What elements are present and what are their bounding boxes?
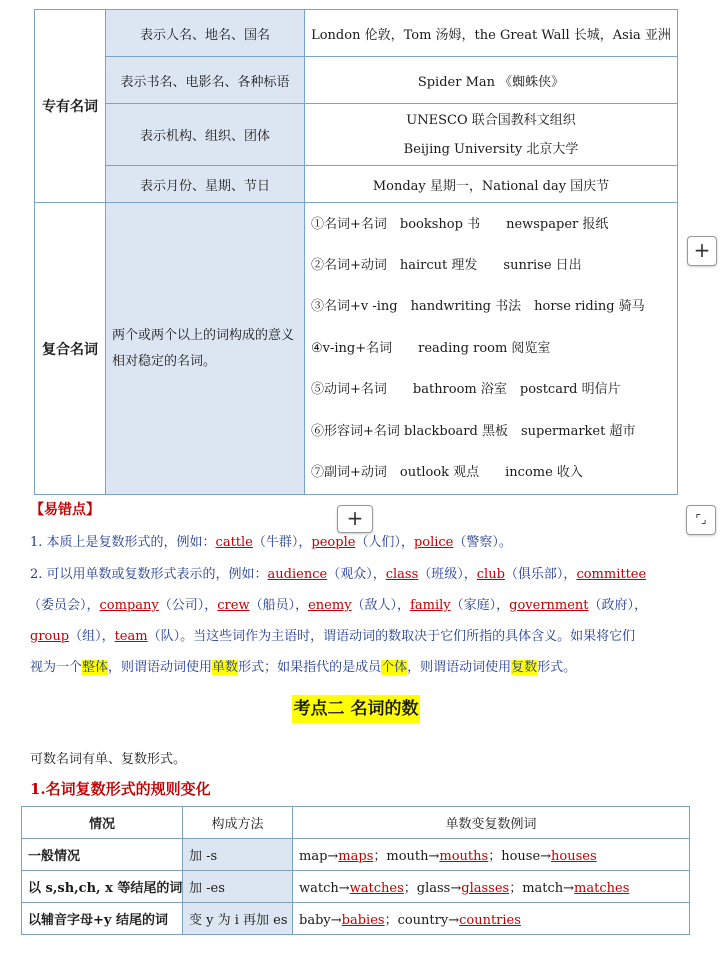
text: ；house→ <box>488 849 552 864</box>
header-method: 构成方法 <box>183 807 293 839</box>
text: 视为一个 <box>30 660 83 675</box>
highlight-plural: 复数 <box>511 660 538 675</box>
example-cell: London 伦敦，Tom 汤姆，the Great Wall 长城，Asia 亚洲 <box>305 10 678 57</box>
plural-word: countries <box>459 913 521 928</box>
text: 形式。 <box>537 660 577 675</box>
mistake-line-1 <box>30 527 512 558</box>
text: 1. 本质上是复数形式的，例如： <box>30 535 216 550</box>
plural-word: glasses <box>461 881 510 896</box>
highlight-individual: 个体 <box>381 660 408 675</box>
compound-item: ④v-ing+名词 reading room 阅览室 <box>311 340 551 356</box>
compound-item: ②名词+动词 haircut 理发 sunrise 日出 <box>311 258 582 274</box>
subsection-title: 1.名词复数形式的规则变化 <box>30 780 211 798</box>
text: （队）。当这些词作为主语时，谓语动词的数取决于它们所指的具体含义。如果将它们 <box>147 629 636 644</box>
compound-noun-label: 复合名词 <box>35 203 106 495</box>
compound-list <box>305 203 678 495</box>
word-team: team <box>114 629 148 644</box>
word-family: family <box>410 598 451 613</box>
text: ；glass→ <box>403 881 462 896</box>
plus-icon: + <box>693 238 711 262</box>
compound-item: ①名词+名词 bookshop 书 newspaper 报纸 <box>311 216 609 232</box>
word-people: people <box>311 535 356 550</box>
text: （公司）， <box>158 598 218 613</box>
header-case: 情况 <box>22 807 183 839</box>
word-enemy: enemy <box>308 598 352 613</box>
word-government: government <box>509 598 589 613</box>
plural-word: maps <box>338 849 374 864</box>
section-intro: 可数名词有单、复数形式。 <box>30 752 187 767</box>
word-cattle: cattle <box>215 535 253 550</box>
compound-item: ⑥形容词+名词 blackboard 黑板 supermarket 超市 <box>311 423 636 439</box>
usage-cell: 表示机构、组织、团体 <box>106 104 305 166</box>
example-cell: Spider Man 《蜘蛛侠》 <box>305 57 678 104</box>
text: ；mouth→ <box>373 849 440 864</box>
text: ，则谓语动词使用 <box>108 660 213 675</box>
plural-word: watches <box>349 881 404 896</box>
usage-cell: 表示月份、星期、节日 <box>106 166 305 203</box>
word-company: company <box>99 598 159 613</box>
word-audience: audience <box>267 567 328 582</box>
text: （船员）， <box>249 598 309 613</box>
plus-icon: + <box>346 506 364 530</box>
table-resize-button[interactable] <box>686 505 716 535</box>
text: （政府）， <box>588 598 648 613</box>
compound-item: ⑦副词+动词 outlook 观点 income 收入 <box>311 464 583 480</box>
text: 形式；如果指代的是成员 <box>238 660 382 675</box>
example-line: UNESCO 联合国教科文组织 <box>406 112 576 128</box>
section-title: 考点二 名词的数 <box>292 695 421 723</box>
highlight-singular: 单数 <box>212 660 239 675</box>
text: （牛群）， <box>252 535 312 550</box>
word-class: class <box>385 567 419 582</box>
examples-cell <box>293 903 690 935</box>
text: baby→ <box>299 913 342 928</box>
text: （俱乐部）， <box>504 567 577 582</box>
resize-icon: ⌜⌟ <box>695 512 707 526</box>
word-group: group <box>30 629 70 644</box>
noun-types-table <box>34 9 678 495</box>
example-cell: Monday 星期一，National day 国庆节 <box>305 166 678 203</box>
proper-noun-label: 专有名词 <box>35 10 106 203</box>
plural-word: babies <box>341 913 385 928</box>
mistake-line-5 <box>30 652 576 683</box>
compound-item: ③名词+v -ing handwriting 书法 horse riding 骑马 <box>311 299 645 315</box>
text: （委员会）， <box>28 598 100 613</box>
examples-cell <box>293 871 690 903</box>
method-cell: 变 y 为 i 再加 es <box>183 903 293 935</box>
text: （人们）， <box>355 535 414 550</box>
example-line: Beijing University 北京大学 <box>403 141 579 157</box>
text: watch→ <box>299 881 350 896</box>
text: （家庭）， <box>450 598 510 613</box>
case-cell: 一般情况 <box>22 839 183 871</box>
header-examples: 单数变复数例词 <box>293 807 690 839</box>
plural-word: houses <box>551 849 597 864</box>
text: ；country→ <box>384 913 460 928</box>
mistake-line-3 <box>28 590 647 621</box>
mistakes-title: 【易错点】 <box>30 502 100 518</box>
section-heading-wrap <box>0 693 712 725</box>
text: map→ <box>299 849 339 864</box>
compound-desc: 两个或两个以上的词构成的意义相对稳定的名词。 <box>106 203 305 495</box>
text: 2. 可以用单数或复数形式表示的，例如： <box>30 567 268 582</box>
examples-cell <box>293 839 690 871</box>
compound-item: ⑤动词+名词 bathroom 浴室 postcard 明信片 <box>311 382 621 398</box>
plural-rules-table <box>21 806 690 935</box>
plural-word: matches <box>574 881 630 896</box>
usage-cell: 表示书名、电影名、各种标语 <box>106 57 305 104</box>
example-cell <box>305 104 678 166</box>
case-cell: 以辅音字母+y 结尾的词 <box>22 903 183 935</box>
mistake-line-2 <box>30 559 646 590</box>
word-committee: committee <box>576 567 647 582</box>
add-column-button[interactable] <box>687 236 717 266</box>
method-cell: 加 -es <box>183 871 293 903</box>
method-cell: 加 -s <box>183 839 293 871</box>
text: （班级）， <box>418 567 477 582</box>
highlight-whole: 整体 <box>82 660 109 675</box>
case-cell: 以 s,sh,ch, x 等结尾的词 <box>22 871 183 903</box>
plural-word: mouths <box>439 849 489 864</box>
usage-cell: 表示人名、地名、国名 <box>106 10 305 57</box>
word-police: police <box>413 535 454 550</box>
text: ；match→ <box>509 881 575 896</box>
word-club: club <box>476 567 505 582</box>
text: （警察）。 <box>453 535 512 550</box>
text: （组）， <box>69 629 115 644</box>
text: ，则谓语动词使用 <box>407 660 512 675</box>
word-crew: crew <box>217 598 250 613</box>
text: （观众）， <box>327 567 386 582</box>
text: （敌人）， <box>351 598 411 613</box>
mistake-line-4 <box>30 621 635 652</box>
